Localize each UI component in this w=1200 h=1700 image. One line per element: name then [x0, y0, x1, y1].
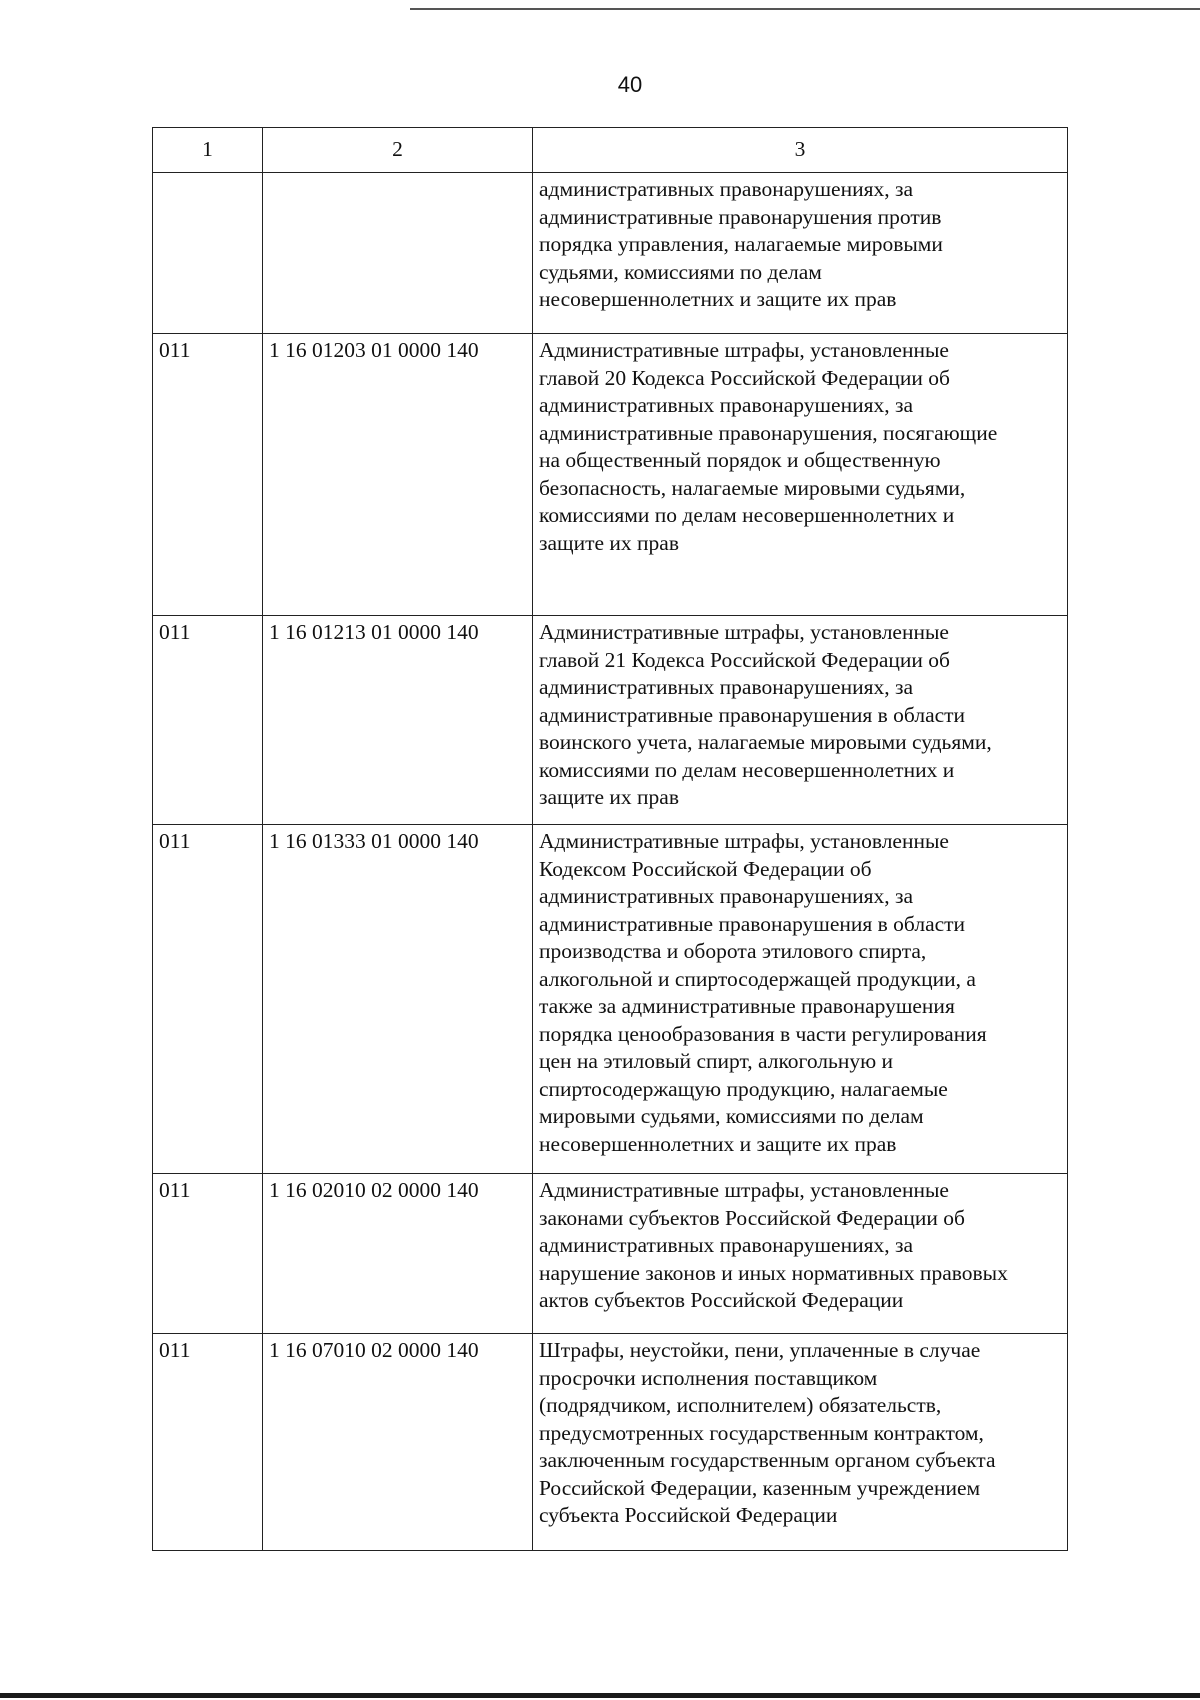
- description-line: воинского учета, налагаемые мировыми судьями,: [539, 730, 992, 754]
- description-cell: [533, 173, 1068, 334]
- header-col-3: 3: [533, 128, 1068, 173]
- description-line: Административные штрафы, установленные: [539, 338, 949, 362]
- description-line: заключенным государственным органом субъекта: [539, 1448, 996, 1472]
- description-line: административных правонарушениях, за: [539, 393, 914, 417]
- description-line: спиртосодержащую продукцию, налагаемые: [539, 1076, 948, 1101]
- description-line: порядка управления, налагаемые мировыми: [539, 232, 943, 256]
- table-row: [153, 1334, 1068, 1551]
- admin-code-cell: 011: [153, 1334, 263, 1551]
- description-line: цен на этиловый спирт, алкогольную и: [539, 1049, 894, 1073]
- description-cell: [533, 1334, 1068, 1551]
- description-line: Административные штрафы, установленные: [539, 620, 949, 644]
- revenue-codes-table: [152, 127, 1068, 1551]
- description-line: нарушение законов и иных нормативных правовых: [539, 1260, 1008, 1285]
- admin-code-cell: 011: [153, 1174, 263, 1334]
- kbk-code-cell: 1 16 01213 01 0000 140: [263, 616, 533, 825]
- description-line: (подрядчиком, исполнителем) обязательств,: [539, 1393, 942, 1417]
- description-line: административные правонарушения в области: [539, 911, 966, 936]
- admin-code-cell: 011: [153, 334, 263, 616]
- description-line: алкогольной и спиртосодержащей продукции, а: [539, 966, 976, 991]
- description-line: административные правонарушения, посягающие: [539, 420, 998, 445]
- description-line: комиссиями по делам несовершеннолетних и: [539, 503, 955, 527]
- description-line: Кодексом Российской Федерации об: [539, 856, 872, 881]
- kbk-code-cell: 1 16 01333 01 0000 140: [263, 825, 533, 1174]
- kbk-code-cell: 1 16 07010 02 0000 140: [263, 1334, 533, 1551]
- description-line: законами субъектов Российской Федерации об: [539, 1205, 965, 1230]
- description-line: Административные штрафы, установленные: [539, 829, 949, 853]
- table-row: [153, 1174, 1068, 1334]
- description-line: судьями, комиссиями по делам: [539, 259, 822, 284]
- description-cell: [533, 825, 1068, 1174]
- header-col-2: 2: [263, 128, 533, 173]
- description-line: защите их прав: [539, 530, 679, 555]
- description-cell: [533, 334, 1068, 616]
- description-line: главой 21 Кодекса Российской Федерации об: [539, 647, 950, 672]
- page-number: 40: [617, 72, 643, 97]
- description-line: производства и оборота этилового спирта,: [539, 939, 927, 963]
- admin-code-cell: 011: [153, 616, 263, 825]
- kbk-code-cell: [263, 173, 533, 334]
- table-row: [153, 334, 1068, 616]
- description-line: Российской Федерации, казенным учреждением: [539, 1475, 981, 1500]
- description-line: главой 20 Кодекса Российской Федерации об: [539, 365, 950, 390]
- description-line: предусмотренных государственным контрактом,: [539, 1420, 984, 1445]
- description-line: административных правонарушениях, за: [539, 884, 914, 908]
- table-row: [153, 825, 1068, 1174]
- description-cell: [533, 616, 1068, 825]
- description-line: мировыми судьями, комиссиями по делам: [539, 1104, 924, 1128]
- description-line: просрочки исполнения поставщиком: [539, 1365, 878, 1390]
- description-line: административных правонарушениях, за: [539, 1233, 914, 1257]
- description-line: несовершеннолетних и защите их прав: [539, 287, 897, 311]
- description-line: Административные штрафы, установленные: [539, 1178, 949, 1202]
- description-line: субъекта Российской Федерации: [539, 1503, 838, 1527]
- scan-edge-bottom: [0, 1693, 1200, 1698]
- scan-edge-top: [410, 8, 1200, 10]
- description-line: на общественный порядок и общественную: [539, 448, 941, 472]
- kbk-code-cell: 1 16 02010 02 0000 140: [263, 1174, 533, 1334]
- admin-code-cell: 011: [153, 825, 263, 1174]
- description-line: безопасность, налагаемые мировыми судьями,: [539, 475, 966, 500]
- kbk-code-cell: 1 16 01203 01 0000 140: [263, 334, 533, 616]
- description-line: комиссиями по делам несовершеннолетних и: [539, 757, 955, 782]
- description-line: административные правонарушения против: [539, 204, 942, 229]
- table-row: [153, 173, 1068, 334]
- admin-code-cell: [153, 173, 263, 334]
- description-line: Штрафы, неустойки, пени, уплаченные в случае: [539, 1338, 981, 1362]
- description-line: административные правонарушения в области: [539, 702, 966, 727]
- header-col-1: 1: [153, 128, 263, 173]
- description-line: также за административные правонарушения: [539, 994, 955, 1018]
- description-line: актов субъектов Российской Федерации: [539, 1288, 904, 1312]
- description-line: административных правонарушениях, за: [539, 675, 914, 699]
- description-line: порядка ценообразования в части регулирования: [539, 1021, 987, 1046]
- description-line: административных правонарушениях, за: [539, 177, 914, 201]
- description-cell: [533, 1174, 1068, 1334]
- description-line: несовершеннолетних и защите их прав: [539, 1131, 897, 1156]
- description-line: защите их прав: [539, 785, 679, 809]
- table-row: [153, 616, 1068, 825]
- table-header-row: [153, 128, 1068, 173]
